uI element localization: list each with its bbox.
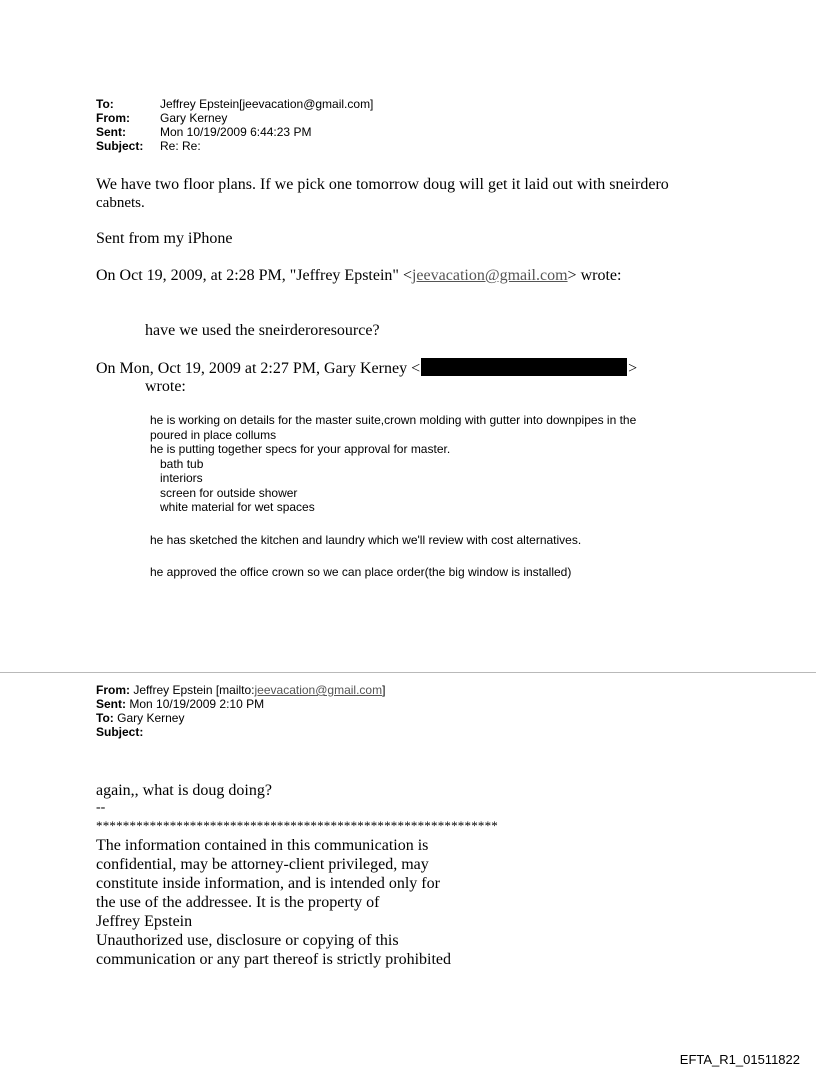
signature-stars: ************************************************************ bbox=[96, 818, 498, 833]
reply1-suffix: > wrote: bbox=[567, 267, 622, 284]
sent-value: Mon 10/19/2009 6:44:23 PM bbox=[160, 125, 312, 139]
to-label: To: bbox=[96, 97, 114, 111]
from-label: From: bbox=[96, 111, 130, 125]
subject-label: Subject: bbox=[96, 139, 144, 153]
original-to-row bbox=[96, 711, 385, 725]
original-from-email-link[interactable]: jeevacation@gmail.com bbox=[254, 683, 383, 697]
to-row bbox=[96, 97, 373, 111]
to-value: Jeffrey Epstein[jeevacation@gmail.com] bbox=[160, 97, 374, 111]
reply1-prefix: On Oct 19, 2009, at 2:28 PM, "Jeffrey Epstein" < bbox=[96, 267, 412, 284]
reply2-prefix: On Mon, Oct 19, 2009 at 2:27 PM, Gary Kerney < bbox=[96, 360, 421, 377]
reply-attribution-2 bbox=[96, 358, 637, 378]
quoted-item-white-material: white material for wet spaces bbox=[160, 500, 315, 514]
quoted-line-3: he is putting together specs for your approval for master. bbox=[150, 442, 451, 456]
body-line-2: cabnets. bbox=[96, 195, 145, 211]
original-from-value: Jeffrey Epstein [mailto: bbox=[133, 683, 255, 697]
disclaimer-line-2: confidential, may be attorney-client privileged, may bbox=[96, 856, 429, 873]
disclaimer-line-6: Unauthorized use, disclosure or copying of this bbox=[96, 932, 399, 949]
quoted-line-2: poured in place collums bbox=[150, 427, 277, 442]
reply1-email-link[interactable]: jeevacation@gmail.com bbox=[411, 267, 568, 284]
signature-dashes: -- bbox=[96, 800, 106, 815]
redaction-block bbox=[421, 358, 627, 376]
subject-row bbox=[96, 139, 373, 153]
original-sent-label: Sent: bbox=[96, 697, 126, 711]
original-subject-row bbox=[96, 725, 385, 739]
quoted-line-1: he is working on details for the master suite,crown molding with gutter into downpipes in the bbox=[150, 413, 637, 427]
quoted-item-screen: screen for outside shower bbox=[160, 485, 298, 500]
email-header bbox=[96, 97, 373, 153]
original-from-label: From: bbox=[96, 683, 130, 697]
original-from-close: ] bbox=[382, 683, 386, 697]
reply2-suffix: > bbox=[628, 360, 638, 377]
document-id: EFTA_R1_01511822 bbox=[679, 1052, 800, 1067]
from-value: Gary Kerney bbox=[160, 111, 228, 125]
quoted-item-interiors: interiors bbox=[160, 471, 203, 485]
disclaimer-line-7: communication or any part thereof is strictly prohibited bbox=[96, 951, 452, 968]
original-from-row bbox=[96, 683, 385, 697]
disclaimer-line-3: constitute inside information, and is intended only for bbox=[96, 875, 440, 892]
disclaimer-line-4: the use of the addressee. It is the property of bbox=[96, 894, 380, 911]
subject-value: Re: Re: bbox=[160, 139, 201, 153]
quoted-item-bath-tub: bath tub bbox=[160, 456, 204, 471]
original-header bbox=[96, 683, 385, 739]
sent-label: Sent: bbox=[96, 125, 126, 139]
quoted-line-4: he has sketched the kitchen and laundry which we'll review with cost alternatives. bbox=[150, 532, 582, 547]
from-row bbox=[96, 111, 373, 125]
disclaimer-line-1: The information contained in this communication is bbox=[96, 837, 429, 854]
disclaimer-line-5: Jeffrey Epstein bbox=[96, 913, 193, 930]
original-sent-value: Mon 10/19/2009 2:10 PM bbox=[129, 697, 265, 711]
original-message: again,, what is doug doing? bbox=[96, 782, 272, 799]
original-sent-row bbox=[96, 697, 385, 711]
original-to-value: Gary Kerney bbox=[117, 711, 185, 725]
reply-attribution-1 bbox=[96, 266, 621, 285]
body-line-1: We have two floor plans. If we pick one tomorrow doug will get it laid out with sneirdero bbox=[96, 176, 669, 193]
reply2-wrote: wrote: bbox=[145, 378, 186, 395]
disclaimer bbox=[96, 836, 451, 969]
quoted-message bbox=[150, 413, 636, 580]
message-divider bbox=[0, 672, 816, 673]
original-to-label: To: bbox=[96, 711, 114, 725]
sent-row bbox=[96, 125, 373, 139]
original-subject-label: Subject: bbox=[96, 725, 144, 739]
quoted-line-5: he approved the office crown so we can place order(the big window is installed) bbox=[150, 565, 572, 579]
signature-line: Sent from my iPhone bbox=[96, 230, 233, 247]
question-line: have we used the sneirderoresource? bbox=[145, 322, 380, 339]
